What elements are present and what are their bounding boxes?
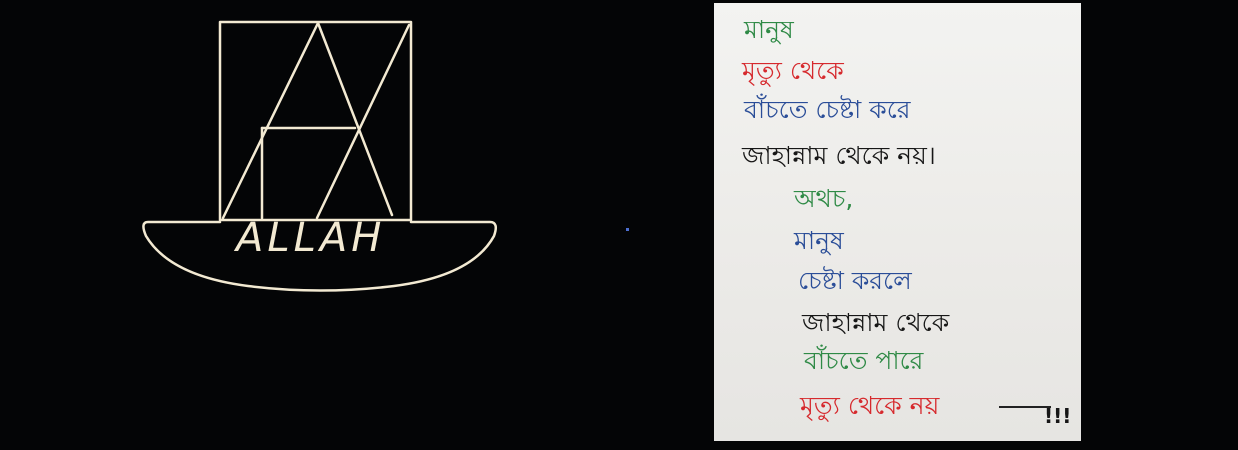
poster-line-6: মানুষ	[794, 226, 844, 255]
poster-line-10: মৃত্যু থেকে নয়	[800, 391, 940, 420]
logo-word: ALLAH	[236, 215, 386, 261]
calligraphy-poster	[714, 3, 1081, 441]
poster-line-8: জাহান্নাম থেকে	[802, 308, 950, 337]
poster-line-3: বাঁচতে চেষ্টা করে	[744, 95, 911, 124]
center-dot-mark	[626, 228, 629, 231]
poster-line-5: অথচ,	[794, 184, 854, 213]
poster-exclamations: !!!	[1044, 404, 1072, 428]
poster-line-2: মৃত্যু থেকে	[742, 56, 844, 85]
poster-line-9: বাঁচতে পারে	[804, 346, 924, 375]
poster-line-1: মানুষ	[744, 15, 794, 44]
poster-line-4: জাহান্নাম থেকে নয়।	[742, 141, 936, 170]
poster-line-7: চেষ্টা করলে	[798, 266, 912, 295]
